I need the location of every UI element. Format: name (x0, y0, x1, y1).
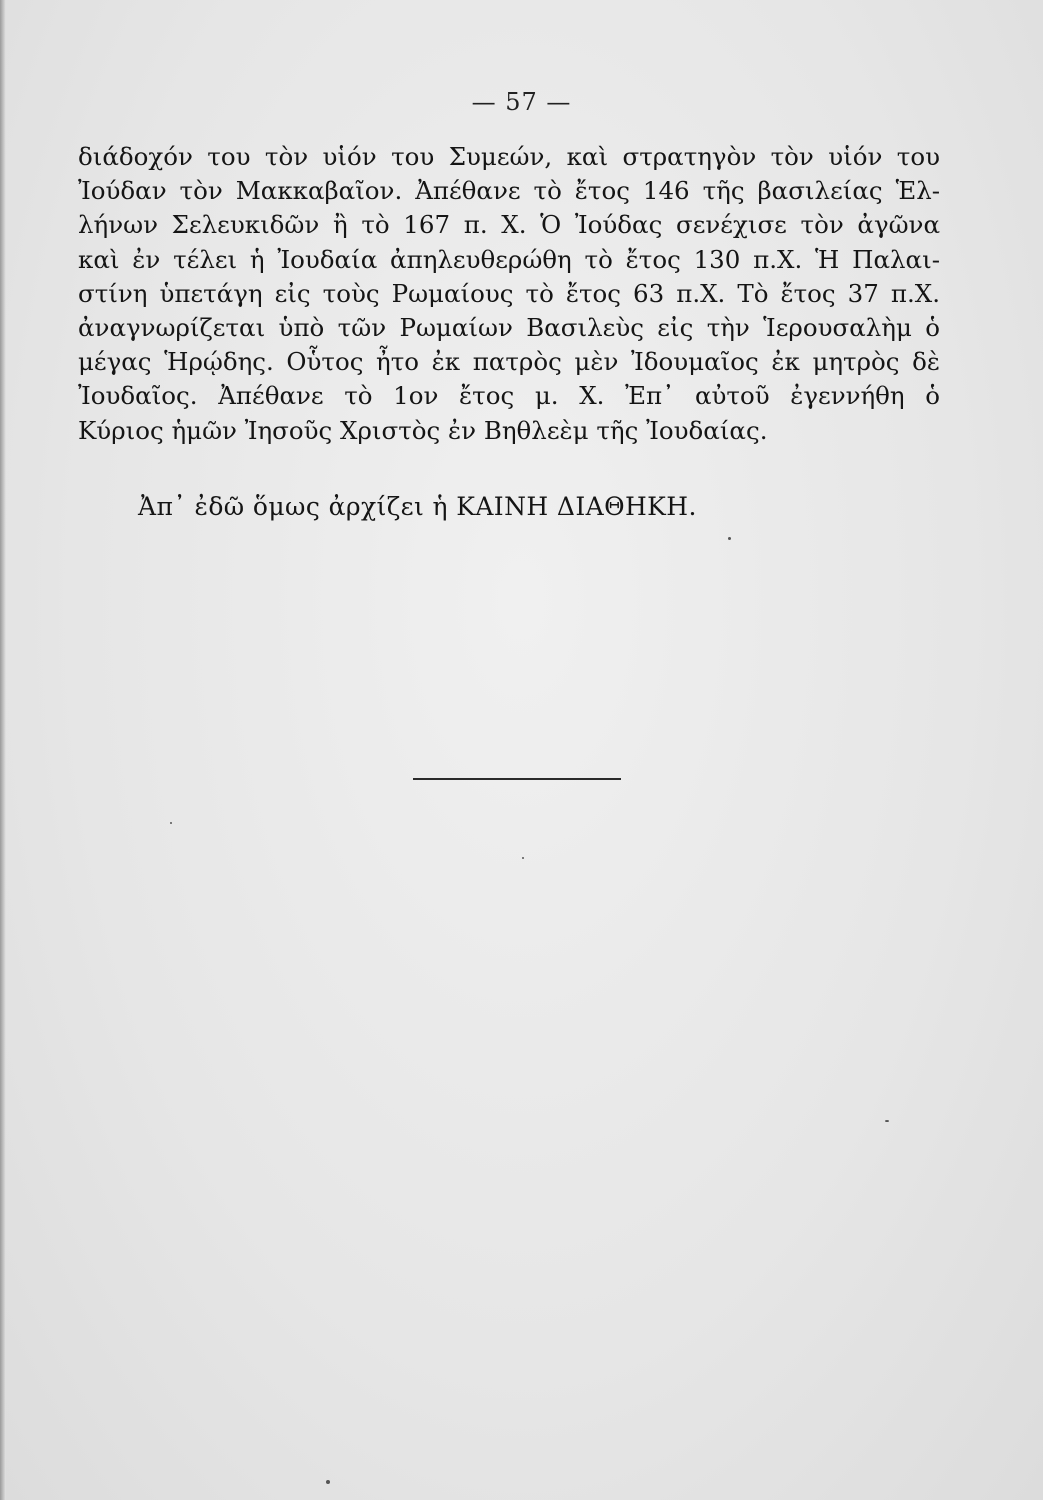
paper-speck (326, 1480, 330, 1484)
paragraph-line: στίνη ὑπετάγη εἰς τοὺς Ρωμαίους τὸ ἔτος 63 π.Χ. Τὸ ἔτος 37 π.Χ. (78, 278, 940, 308)
paper-speck (170, 822, 172, 824)
main-paragraph (78, 140, 940, 448)
paragraph-line: καὶ ἐν τέλει ἡ Ἰουδαία ἀπηλευθερώθη τὸ ἔτος 130 π.Χ. Ἡ Παλαι- (78, 244, 940, 274)
paragraph-line: ἀναγνωρίζεται ὑπὸ τῶν Ρωμαίων Βασιλεὺς εἰς τὴν Ἱερουσαλὴμ ὁ (78, 312, 940, 342)
paper-speck (885, 1120, 889, 1122)
page-edge-shadow (0, 0, 6, 1500)
paragraph-line: Κύριος ἡμῶν Ἰησοῦς Χριστὸς ἐν Βηθλεὲμ τῆς Ἰουδαίας. (78, 415, 768, 445)
paragraph-line: μέγας Ἡρῴδης. Οὗτος ἦτο ἐκ πατρὸς μὲν Ἰδουμαῖος ἐκ μητρὸς δὲ (78, 347, 940, 377)
closing-line: Ἀπ᾽ ἐδῶ ὅμως ἀρχίζει ἡ ΚΑΙΝΗ ΔΙΑΘΗΚΗ. (138, 492, 697, 521)
paragraph-line: λήνων Σελευκιδῶν ἢ τὸ 167 π. Χ. Ὁ Ἰούδας σενέχισε τὸν ἀγῶνα (78, 210, 940, 240)
paragraph-line: διάδοχόν του τὸν υἱόν του Συμεών, καὶ στρατηγὸν τὸν υἱόν του (78, 142, 940, 171)
paragraph-line: Ἰουδαῖος. Ἀπέθανε τὸ 1ον ἔτος μ. Χ. Ἐπ᾽ αὐτοῦ ἐγεννήθη ὁ (78, 381, 940, 411)
page-number: — 57 — (471, 88, 572, 116)
paper-speck (728, 537, 731, 540)
paragraph-line: Ἰούδαν τὸν Μακκαβαῖον. Ἀπέθανε τὸ ἔτος 146 τῆς βασιλείας Ἑλ- (78, 176, 940, 206)
paper-speck (522, 857, 524, 859)
section-divider (413, 778, 621, 780)
